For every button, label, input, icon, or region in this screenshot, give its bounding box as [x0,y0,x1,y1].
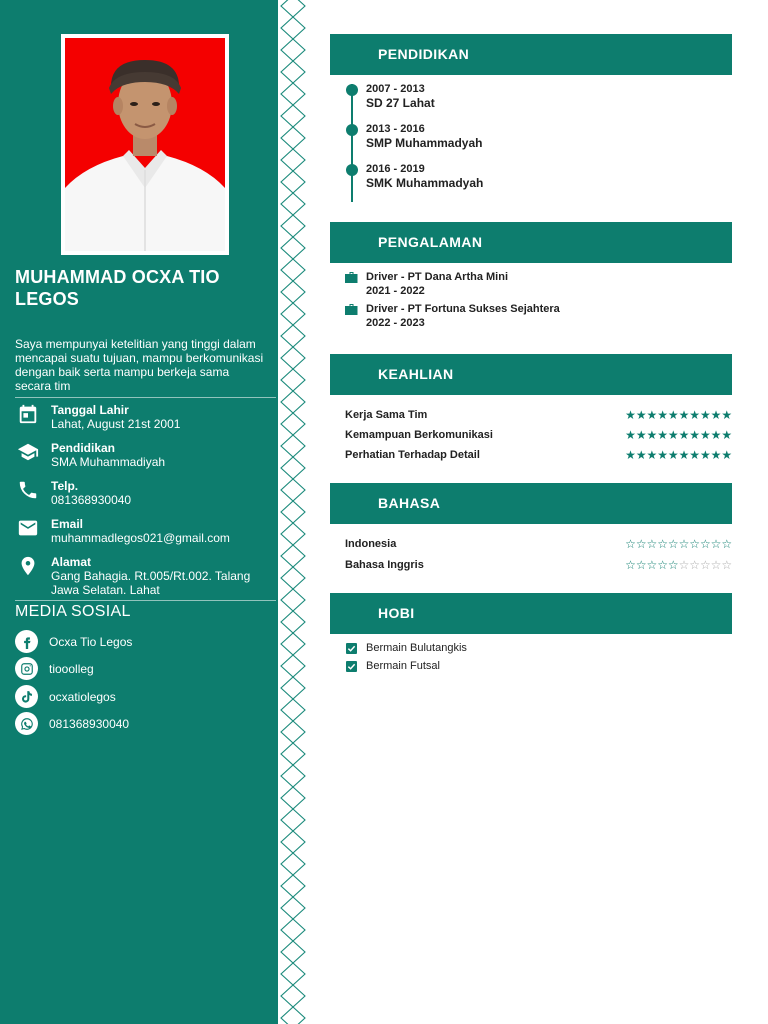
diamond-shape [281,39,305,61]
diamond-shape [281,567,305,589]
diamond-shape [281,325,305,347]
divider [15,397,276,398]
star-icon: ★ [657,448,668,462]
timeline-line [351,84,353,202]
star-icon: ☆ [678,558,690,572]
experience-title: Driver - PT Fortuna Sukses Sejahtera [366,303,560,315]
instagram-icon [15,657,38,680]
star-icon: ★ [721,428,733,442]
diamond-shape [281,171,305,193]
star-icon: ☆ [699,558,711,572]
full-name: MUHAMMAD OCXA TIO LEGOS [15,267,220,309]
location-pin-icon [15,555,41,577]
timeline-dot [346,84,358,96]
diamond-shape [281,105,305,127]
social-title: MEDIA SOSIAL [15,603,131,620]
education-school: SD 27 Lahat [366,96,435,110]
contact-value: muhammadlegos021@gmail.com [51,531,230,545]
star-icon: ★ [721,448,733,462]
diamond-shape [281,281,305,303]
person-portrait-icon [65,38,225,251]
star-icon: ☆ [689,537,701,551]
diamond-shape [281,655,305,677]
diamond-shape [281,369,305,391]
contact-label: Tanggal Lahir [51,403,129,417]
star-icon: ☆ [678,537,690,551]
diamond-shape [281,479,305,501]
star-icon: ☆ [667,537,679,551]
contact-label: Alamat [51,555,92,569]
contact-value: Lahat, August 21st 2001 [51,417,181,431]
briefcase-icon [345,272,358,283]
language-name: Bahasa Inggris [345,559,424,571]
contact-value: SMA Muhammadiyah [51,455,166,469]
diamond-shape [281,545,305,567]
diamond-shape [281,611,305,633]
diamond-shape [281,523,305,545]
star-icon: ★ [667,428,679,442]
star-rating [625,428,732,442]
star-icon: ★ [635,448,647,462]
hobby-item [346,642,467,654]
contact-value: Gang Bahagia. Rt.005/Rt.002. Talang Jawa Selatan. Lahat [51,569,251,597]
diamond-shape [281,787,305,809]
skill-name: Kemampuan Berkomunikasi [345,429,493,441]
star-icon: ☆ [710,558,722,572]
social-facebook[interactable] [15,630,132,653]
star-icon: ★ [710,428,722,442]
star-rating [625,448,732,462]
social-instagram[interactable] [15,657,94,680]
star-icon: ☆ [635,558,647,572]
star-icon: ☆ [667,558,679,572]
checkbox-icon [346,643,357,654]
star-icon: ★ [689,448,701,462]
social-tiktok[interactable] [15,685,116,708]
social-text: 081368930040 [49,716,130,731]
diamond-shape [281,0,305,17]
experience-years: 2021 - 2022 [366,285,425,297]
star-icon: ★ [667,448,679,462]
star-icon: ★ [689,408,701,422]
diamond-shape [281,941,305,963]
diamond-shape [281,743,305,765]
education-years: 2007 - 2013 [366,83,425,95]
hobby-text: Bermain Bulutangkis [366,642,467,654]
social-text: tiooolleg [49,661,94,676]
star-icon: ☆ [721,537,733,551]
diamond-shape [281,589,305,611]
contact-label: Telp. [51,479,79,493]
diamond-shape [281,237,305,259]
skill-row [345,449,732,465]
skill-row [345,409,732,425]
language-name: Indonesia [345,538,397,550]
star-icon: ☆ [625,558,636,572]
whatsapp-icon [15,712,38,735]
facebook-icon [15,630,38,653]
star-icon: ★ [646,428,658,442]
diamond-shape [281,193,305,215]
contact-address [15,555,277,597]
diamond-shape [281,303,305,325]
star-icon: ☆ [625,537,636,551]
language-row [345,559,732,575]
contact-value: 081368930040 [51,493,132,507]
diamond-shape [281,149,305,171]
diamond-border [278,0,308,1024]
star-icon: ★ [667,408,679,422]
education-school: SMP Muhammadyah [366,136,483,150]
star-icon: ★ [646,408,658,422]
education-years: 2013 - 2016 [366,123,425,135]
diamond-shape [281,809,305,831]
tiktok-icon [15,685,38,708]
star-icon: ★ [678,428,690,442]
diamond-shape [281,831,305,853]
education-school: SMK Muhammadyah [366,176,484,190]
education-years: 2016 - 2019 [366,163,425,175]
star-icon: ★ [699,408,711,422]
checkbox-icon [346,661,357,672]
star-icon: ★ [678,408,690,422]
diamond-shape [281,897,305,919]
diamond-shape [281,347,305,369]
diamond-shape [281,853,305,875]
star-icon: ★ [710,408,722,422]
skill-name: Kerja Sama Tim [345,409,428,421]
diamond-shape [281,1007,305,1024]
star-icon: ★ [657,428,668,442]
diamond-shape [281,699,305,721]
timeline-dot [346,124,358,136]
diamond-shape [281,985,305,1007]
social-text: ocxatiolegos [49,689,116,704]
hobby-text: Bermain Futsal [366,660,440,672]
diamond-shape [281,501,305,523]
contact-label: Pendidikan [51,441,116,455]
star-icon: ★ [625,448,636,462]
diamond-shape [281,413,305,435]
star-icon: ★ [657,408,668,422]
diamond-shape [281,17,305,39]
diamond-shape [281,127,305,149]
contact-phone [15,479,277,507]
star-icon: ★ [625,428,636,442]
profile-photo [61,34,229,255]
timeline-dot [346,164,358,176]
phone-icon [15,479,41,501]
skill-row [345,429,732,445]
star-icon: ★ [699,428,711,442]
star-icon: ★ [625,408,636,422]
star-icon: ★ [646,448,658,462]
briefcase-icon [345,304,358,315]
graduation-cap-icon [15,441,41,463]
diamond-shape [281,391,305,413]
experience-title: Driver - PT Dana Artha Mini [366,271,509,283]
star-rating [625,408,732,422]
star-icon: ☆ [721,558,733,572]
star-icon: ★ [710,448,722,462]
social-whatsapp[interactable] [15,712,129,735]
star-icon: ☆ [646,558,658,572]
diamond-shape [281,457,305,479]
section-header-skills: KEAHLIAN [330,354,732,395]
star-rating [625,558,732,572]
contact-label: Email [51,517,84,531]
diamond-shape [281,875,305,897]
star-icon: ☆ [657,537,668,551]
star-icon: ★ [689,428,701,442]
star-icon: ★ [678,448,690,462]
photo-background [65,38,225,251]
star-icon: ★ [699,448,711,462]
section-header-languages: BAHASA [330,483,732,524]
section-header-education: PENDIDIKAN [330,34,732,75]
diamond-shape [281,919,305,941]
diamond-shape [281,677,305,699]
contact-education [15,441,277,469]
star-icon: ☆ [646,537,658,551]
star-icon: ☆ [699,537,711,551]
divider [15,600,276,601]
sidebar [0,0,278,1024]
social-text: Ocxa Tio Legos [49,634,133,649]
section-header-hobbies: HOBI [330,593,732,634]
about-text: Saya mempunyai ketelitian yang tinggi dalam mencapai suatu tujuan, mampu berkomunikasi dengan baik serta mampu berkeja sama secara tim [15,337,264,393]
diamond-shape [281,259,305,281]
diamond-shape [281,721,305,743]
star-rating [625,537,732,551]
star-icon: ★ [721,408,733,422]
email-icon [15,517,41,539]
star-icon: ☆ [635,537,647,551]
diamond-shape [281,83,305,105]
language-row [345,538,732,554]
section-header-experience: PENGALAMAN [330,222,732,263]
contact-birthdate [15,403,277,431]
star-icon: ☆ [689,558,701,572]
skill-name: Perhatian Terhadap Detail [345,449,480,461]
star-icon: ★ [635,428,647,442]
diamond-shape [281,215,305,237]
star-icon: ★ [635,408,647,422]
diamond-shape [281,963,305,985]
experience-years: 2022 - 2023 [366,317,425,329]
diamond-shape [281,765,305,787]
diamond-shape [281,61,305,83]
hobby-item [346,660,440,672]
diamond-shape [281,435,305,457]
diamond-shape [281,633,305,655]
contact-email [15,517,277,545]
star-icon: ☆ [710,537,722,551]
calendar-icon [15,403,41,425]
star-icon: ☆ [657,558,668,572]
